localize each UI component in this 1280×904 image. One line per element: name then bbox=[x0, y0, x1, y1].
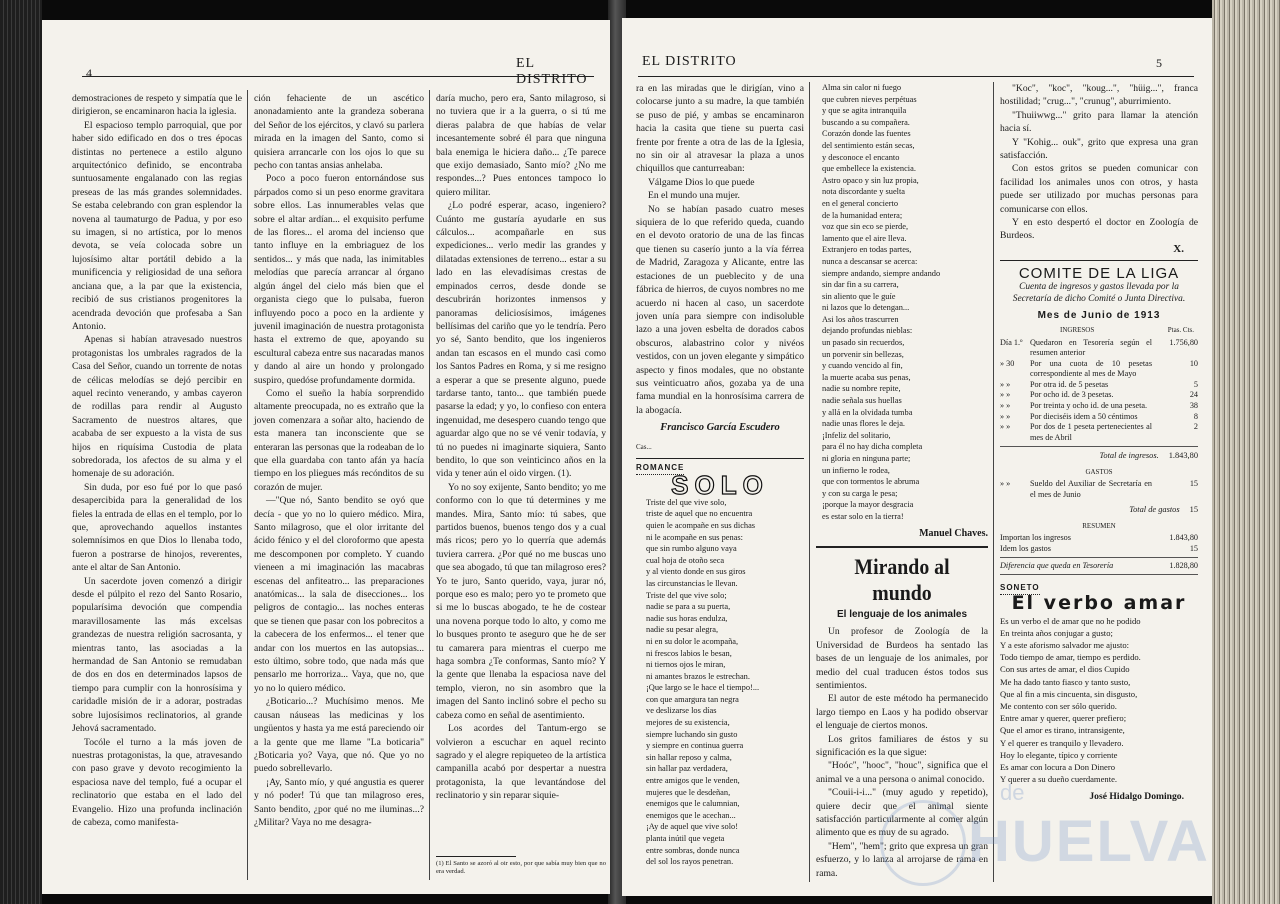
diferencia-label: Diferencia que queda en Tesorería bbox=[1000, 561, 1114, 571]
poem-line: planta inútil que vegeta bbox=[646, 834, 725, 843]
article-paragraph: Y "Kohig... ouk", grito que expresa una gran satisfacción. bbox=[1000, 136, 1198, 162]
footnote: (1) El Santo se azoró al oir esto, por que sabía muy bien que no era verdad. bbox=[436, 860, 606, 876]
poem-line: entre sombras, donde nunca bbox=[646, 845, 740, 855]
poem-line: del sol los rayos penetran. bbox=[646, 857, 734, 867]
book-edge-right bbox=[1212, 0, 1280, 904]
article-paragraph: En el mundo una mujer. bbox=[648, 190, 740, 202]
account-desc: Quedaron en Tesorería según el resumen anterior bbox=[1030, 337, 1152, 358]
account-amount: 38 bbox=[1189, 401, 1198, 411]
article-paragraph: "Koc", "koc", "koug...", "hüig...", franca hostilidad; "crug...", "crunug", aburrimiento. bbox=[1000, 83, 1198, 108]
article-paragraph: "Hoóc", "hooc", "houc", significa que el animal ve a una persona o animal conocido. bbox=[816, 760, 988, 785]
poem-line: Me ha dado tanto fiasco y tanto susto, bbox=[1000, 676, 1131, 687]
account-amount: 1.843,80 bbox=[1169, 533, 1198, 543]
poem-line: un porvenir sin bellezas, bbox=[822, 349, 904, 359]
poem-line: ni en su dolor le acompaña, bbox=[646, 636, 739, 646]
poem-line: un pasado sin recuerdos, bbox=[822, 338, 905, 348]
column-divider bbox=[809, 82, 810, 882]
account-day: » » bbox=[1000, 422, 1011, 432]
account-row bbox=[1000, 412, 1198, 423]
article-paragraph: daría mucho, pero era, Santo milagroso, si no tuviera que ir a la guerra, o si tú me dieras palabra de que habías de velar incesantemente sobré él para que ninguna bala enemiga le hiciera daño... ¿Te parece que exijo demasiado, Santo mío? ¿No me respondes...? Pues entonces tampoco lo quiero militar. bbox=[436, 93, 606, 198]
soneto-poem bbox=[1000, 615, 1198, 786]
total-gastos-label: Total de gastos bbox=[1129, 505, 1180, 515]
account-day: » » bbox=[1000, 479, 1011, 489]
soneto-title: El verbo amar bbox=[1011, 592, 1187, 615]
account-row bbox=[1000, 533, 1198, 544]
poem-line: buscando a su compañera. bbox=[822, 117, 910, 127]
account-day: Día 1.º bbox=[1000, 337, 1023, 347]
poem-line: ni lazos que lo detengan... bbox=[822, 303, 910, 313]
poem-line: Con sus artes de amar, el dios Cupido bbox=[1000, 664, 1130, 675]
running-header-left: EL DISTRITO bbox=[516, 56, 588, 87]
left-column-2 bbox=[254, 92, 424, 829]
total-gastos: 15 bbox=[1189, 505, 1198, 515]
solo-poem bbox=[636, 497, 804, 868]
solo-title: SOLO bbox=[671, 470, 769, 501]
section-rule bbox=[816, 546, 988, 548]
resumen-label: RESUMEN bbox=[1082, 521, 1116, 530]
gastos-label: GASTOS bbox=[1085, 467, 1113, 476]
poem-line: nunca a descansar se acerca: bbox=[822, 256, 918, 266]
poem-line: ni frescos labios le besan, bbox=[646, 648, 732, 658]
poem-line: Astro opaco y sin luz propia, bbox=[822, 175, 919, 185]
poem-line: ¡Ay de aquel que vive solo! bbox=[646, 822, 739, 832]
poem-line: Asi los años trascurren bbox=[822, 314, 899, 324]
poem-line: entre amigos que le venden, bbox=[646, 776, 740, 786]
poem-line: quien le acompañe en sus dichas bbox=[646, 520, 756, 530]
poem-line: Extranjero en todas partes, bbox=[822, 245, 912, 255]
account-amount: 10 bbox=[1189, 358, 1198, 368]
mirando-title: Mirando al mundo bbox=[854, 553, 950, 605]
total-ingresos-label: Total de ingresos. bbox=[1099, 451, 1159, 461]
x-signature: X. bbox=[1173, 242, 1184, 255]
article-paragraph: ción fehaciente de un ascético anonadamiento ante la grandeza soberana del Señor de los ejércitos, y clavó su parlera mirada en la imagen del Santo, como si quisiera arrancarle con los ojos lo que su pecho con tantas ansias anhelaba. bbox=[254, 93, 424, 172]
account-desc: Importan los ingresos bbox=[1000, 533, 1071, 543]
comite-month: Mes de Junio de 1913 bbox=[1037, 309, 1161, 321]
poem-line: Hoy lo elegante, típico y corriente bbox=[1000, 749, 1118, 760]
right-column-1 bbox=[636, 82, 804, 868]
account-row bbox=[1000, 380, 1198, 391]
poem-line: que embellece la existencia. bbox=[822, 164, 916, 174]
article-paragraph: ¿Lo podré esperar, acaso, ingeniero? Cuánto me gustaría ayudarle en sus cálculos... acompañarle en sus expediciones... verlo medir las grandes y dilatadas extensiones de terreno... estar a su lado en las elevadísimas crestas de empinados cerros, desde donde se descubrirán horizontes inmensos y panoramas deliciosísimos, imágenes bellísimas del cariño que yo le tendría. Pero yo sé, Santo bendito, que los ingenieros andan tan escasos en el mundo casi como los Santos Padres en Roma, y si me resigno a esperar a que se presente alguno, puede tardarse tanto, tanto... que también puede pasarse la edad; y yo, lo confieso con entera ingenuidad, me desespero cuando tengo que aguardar algo que no se vé venir todavía, y tú no puedes ni imaginarte siquiera, Santo bendito, lo que son veinticinco años en la vida y tener aún el oido virgen. (1). bbox=[436, 200, 606, 480]
total-ingresos: 1.843,80 bbox=[1168, 451, 1198, 461]
poem-line: En treinta años conjugar a gusto; bbox=[1000, 627, 1113, 638]
poem-line: la muerte acaba sus penas, bbox=[822, 372, 911, 382]
poem-line: Todo tiempo de amar, tiempo es perdido. bbox=[1000, 652, 1141, 663]
poem-line: que con tormentos le abruma bbox=[822, 477, 920, 487]
left-page bbox=[42, 20, 610, 894]
poem-line: con que amargura tan negra bbox=[646, 694, 739, 704]
page-number-right: 5 bbox=[1156, 56, 1162, 70]
poem-line: sin hallar paz verdadera, bbox=[646, 764, 728, 774]
poem-line: de la humanidad entera; bbox=[822, 210, 903, 220]
poem-line: Es un verbo el de amar que no he podido bbox=[1000, 615, 1141, 626]
poem-line: triste de aquel que no encuentra bbox=[646, 509, 753, 519]
account-row bbox=[1000, 359, 1198, 380]
author-signature: Francisco García Escudero bbox=[660, 422, 780, 434]
poem-line: sin dar fin a su carrera, bbox=[822, 280, 899, 290]
solo-poem-continued bbox=[816, 82, 988, 523]
poem-line: nadie su pesar alegra, bbox=[646, 625, 719, 635]
poem-line: las circunstancias le llevan. bbox=[646, 578, 738, 588]
poem-line: Triste del que vive solo, bbox=[646, 497, 727, 507]
poem-line: nadie sus horas endulza, bbox=[646, 613, 728, 623]
account-desc: Por ocho id. de 3 pesetas. bbox=[1030, 390, 1114, 400]
column-divider bbox=[429, 90, 430, 880]
watermark-sub: de bbox=[1000, 780, 1025, 805]
poem-line: Que al fin a mis cincuenta, sin disgusto, bbox=[1000, 688, 1138, 699]
poem-line: que cubren nieves perpétuas bbox=[822, 94, 917, 104]
account-day: » » bbox=[1000, 411, 1011, 421]
romance-label: ROMANCE bbox=[636, 461, 684, 475]
ingresos-label: INGRESOS bbox=[1060, 326, 1095, 335]
poem-line: Me contento con ser sólo querido. bbox=[1000, 701, 1117, 712]
article-paragraph: ¡Ay, Santo mío, y qué angustia es querer y nó poder! Tú que tan milagroso eres, Santo bendito, ¿por qué no me iluminas...? ¿Militar? Vaya no me desagra- bbox=[254, 776, 424, 828]
account-row bbox=[1000, 479, 1198, 500]
right-column-3 bbox=[1000, 82, 1198, 803]
account-amount: 15 bbox=[1189, 479, 1198, 489]
article-paragraph: "Hem", "hem"; grito que expresa un gran esfuerzo, y lo lanza al arrojarse de rama en rama. bbox=[816, 840, 988, 879]
poem-line: y siempre en continua guerra bbox=[646, 741, 744, 751]
currency-label: Ptas. Cts. bbox=[1167, 326, 1194, 335]
article-paragraph: Válgame Dios lo que puede bbox=[648, 176, 755, 188]
left-column-1 bbox=[72, 92, 242, 829]
poem-line: Y a este aforismo salvador me ajusto: bbox=[1000, 640, 1130, 651]
archive-watermark: HUELVA bbox=[968, 809, 1210, 874]
poem-line: Y el querer es tranquilo y llevadero. bbox=[1000, 737, 1124, 748]
account-row bbox=[1000, 401, 1198, 412]
account-amount: 5 bbox=[1193, 379, 1198, 389]
section-rule bbox=[1000, 260, 1198, 261]
poem-line: sin hallar reposo y calma, bbox=[646, 752, 732, 762]
poem-line: enemigos que le calumnian, bbox=[646, 799, 740, 809]
ingresos-table bbox=[1000, 338, 1198, 444]
gastos-table bbox=[1000, 479, 1198, 500]
poem-line: ¡Que largo se le hace el tiempo!... bbox=[646, 683, 760, 693]
account-row bbox=[1000, 422, 1198, 443]
poem-line: mujeres que le desdeñan, bbox=[646, 787, 731, 797]
account-amount: 8 bbox=[1193, 411, 1198, 421]
account-desc: Por treinta y ocho id. de una peseta. bbox=[1030, 401, 1148, 411]
account-desc: Por dieciséis idem a 50 céntimos bbox=[1030, 411, 1138, 421]
poem-line: lamento que el aire lleva. bbox=[822, 233, 907, 243]
resumen-table bbox=[1000, 533, 1198, 554]
poem-line: es estar solo en la tierra! bbox=[822, 511, 904, 521]
article-paragraph: ra en las miradas que le dirigían, vino a colocarse junto a su madre, la que también se puso de pié, y ambas se encaminaron hacia la casita que tiene su puerta casi frente por frente a otra de las de la Iglesia, no sin oir al atravesar la plaza a unos chiquillos que canturreaban: bbox=[636, 83, 804, 175]
poem-line: ve deslizarse los días bbox=[646, 706, 717, 716]
article-paragraph: Un sacerdote joven comenzó a dirigir desde el púlpito el rezo del Santo Rosario, popularísima devoción que compendia maravillosamente las más excelsas grandezas de nuestra religión sacrosanta, y mientras tanto, las asociadas a la hermandad de San Antonio se remudaban de dos en dos en determinados lapsos de tiempo para cumplir con la honrosísima y caridadle misión de ir a adorar, postradas sobre lujosísimos reclinatorios, al grande Jehová sacramentado. bbox=[72, 575, 242, 735]
poem-line: ni gloria en ninguna parte; bbox=[822, 454, 911, 463]
poem-line: nadie señala sus huellas bbox=[822, 396, 902, 406]
poem-line: dejando profundas nieblas: bbox=[822, 326, 913, 336]
poem-signature: Manuel Chaves. bbox=[919, 527, 988, 539]
poem-line: ¡Infeliz del solitario, bbox=[822, 430, 891, 440]
article-paragraph: Un profesor de Zoología de la Universidad de Burdeos ha sentado las bases de un lenguaje de los animales, por medio del cual traducen éstos todos sus sentimientos. bbox=[816, 626, 988, 691]
poem-line: para él no hay dicha completa bbox=[822, 442, 923, 452]
mirando-subtitle: El lenguaje de los animales bbox=[836, 608, 968, 620]
article-paragraph: El autor de este método ha permanecido largo tiempo en Laos y ha podido observar el lenguaje de ciertos monos. bbox=[816, 693, 988, 732]
poem-line: mejores de su existencia, bbox=[646, 718, 730, 728]
account-amount: 2 bbox=[1193, 422, 1198, 432]
account-row bbox=[1000, 338, 1198, 359]
account-day: » » bbox=[1000, 390, 1011, 400]
right-page bbox=[622, 18, 1212, 896]
poem-line: sin aliento que le guíe bbox=[822, 291, 896, 301]
poem-line: nadie se para a su puerta, bbox=[646, 602, 731, 612]
account-amount: 15 bbox=[1189, 543, 1198, 553]
poem-line: y desconoce el encanto bbox=[822, 152, 900, 162]
header-rule-left bbox=[82, 76, 594, 77]
poem-line: nadie su nombre repite, bbox=[822, 384, 901, 394]
poem-line: voz que sin eco se pierde, bbox=[822, 222, 909, 232]
archive-seal-icon bbox=[880, 800, 966, 886]
article-paragraph: ¿Boticario...? Muchísimo menos. Me causan náuseas las medicinas y los ungüentos y hasta ya me está pareciendo oir a la gente que me llame "La boticaria" ¿Boticaria yo? Vaya, que nó. Que yo no puedo sobrellevarlo. bbox=[254, 696, 424, 775]
left-column-3 bbox=[436, 92, 606, 803]
article-paragraph: demostraciones de respeto y simpatía que le dirigieron, se encaminaron hacia la iglesia. bbox=[72, 93, 242, 118]
poem-line: nota discordante y suelta bbox=[822, 187, 906, 197]
poem-line: del sentimiento están secas, bbox=[822, 140, 915, 150]
poem-line: ¡porque la mayor desgracia bbox=[822, 500, 914, 510]
running-header-right: EL DISTRITO bbox=[642, 54, 737, 69]
place-label: Cas... bbox=[636, 442, 652, 451]
article-paragraph: Los gritos familiares de éstos y su significación es la que sigue: bbox=[816, 733, 988, 759]
article-paragraph: Yo no soy exijente, Santo bendito; yo me conformo con lo que tú determines y me mandes. Mira, Santo mío: tú sabes, que partidos buenos, buenos tengo dos y a cual más ricos; pero yo lo querría que además tuviera carrera. ¿Por qué no me buscas uno que sea abogado, tú que tan milagroso eres? Yo te juro, Santo querido, vaya, jurar nó, porque eso es malo; pero yo te prometo que si me lo buscas abogado, te he de costear una novena porque todo lo alto, y como me lo busques pronto te aseguro que he de ser tu camarera para mientras el cuerpo me haga sombra ¿Te conformas, Santo mío? Y la gente que llenaba la espaciosa nave del templo, vieron, no sin asombro que la imagen del Santo inclinó sobre el pecho su cabeza como en señal de asentimiento. bbox=[436, 481, 606, 721]
poem-line: y allá en la olvidada tumba bbox=[822, 407, 913, 417]
article-paragraph: "Thuiiwwg..." grito para llamar la atención hacia sí. bbox=[1000, 109, 1198, 135]
account-row bbox=[1000, 390, 1198, 401]
comite-subtitle: Cuenta de ingresos y gastos llevada por la Secretaría de dicho Comité o Junta Directiva. bbox=[1012, 281, 1186, 304]
header-rule-right bbox=[638, 76, 1194, 77]
article-paragraph: —"Que nó, Santo bendito se oyó que decía - que yo no lo quiero médico. Mira, Santo milagroso, que el olor irritante del ácido fénico y el del cloroformo que apesta me descomponen por completo. Y cuando vieneen a mi imaginación las macabras escenas del anfiteatro... las preparaciones anatómicas... la sala de disecciones... los peligros de contagio... las noches enteras que se tienen que pasar con los pobrecitos a la cabecera de los enfermos... el tener que andar con los muertos en las autopsias... esto último, sobre todo, que nada más que pensarlo me horroriza... Vaya, que no, que yo no lo quiero médico. bbox=[254, 495, 424, 694]
article-paragraph: Poco a poco fueron entornándose sus párpados como si un peso enorme gravitara sobre ellos. Las innumerables velas que sobre el altar ardían... el exquisito perfume de las flores... el aroma del incienso que tanto influye en la embriaguez de los sentidos... y más que nada, las inimitables melodías que parecía arrancar al órgano algún ángel del cielo más bien que el organista ciego que lo pulsaba, fueron influyendo poco a poco en la ardiente y juvenil imaginación de nuestra protagonista hasta el extremo de que, apoyando su escultural cabeza entre sus nacaradas manos y dando al aire un hondo y prolongado suspiro, quedóse profundamente dormida. bbox=[254, 173, 424, 386]
poem-line: Es amar con locura a Don Dinero bbox=[1000, 762, 1116, 773]
account-day: » » bbox=[1000, 401, 1011, 411]
poem-line: un infierno le rodea, bbox=[822, 465, 890, 475]
page-number-left: 4 bbox=[86, 66, 92, 80]
poem-line: ni le acompañe en sus penas: bbox=[646, 532, 743, 542]
column-divider bbox=[247, 90, 248, 880]
account-desc: Sueldo del Auxiliar de Secretaría en el mes de Junio bbox=[1030, 479, 1152, 499]
account-day: » » bbox=[1000, 379, 1011, 389]
poem-line: Alma sin calor ni fuego bbox=[822, 83, 902, 92]
account-desc: Por una cuota de 10 pesetas correspondiente al mes de Mayo bbox=[1030, 358, 1152, 379]
account-desc: Por otra id. de 5 pesetas bbox=[1030, 379, 1109, 389]
article-paragraph: El espacioso templo parroquial, que por haber sido edificado en dos o tres épocas distintas no pertenece a estilo alguno arquitectónico definido, se encontraba suntuosamente engalanado con las regias preseas de las más grandes solemnidades. Se estaba celebrando con gran esplendor la novena al taumaturgo de Padua, y por eso su imagen, si no artística, por lo menos devota, se veía colocada sobre un lujosísimo altar portátil debido a la munificencia y religiosidad de una señora anciana que, a la par que la existencia, recibió de sus cristianos progenitores la acendrada devoción que profesaba a San Antonio. bbox=[72, 119, 242, 332]
poem-line: Y querer a su dueño cuerdamente. bbox=[1000, 774, 1118, 785]
article-paragraph: "Couii-i-i..." (muy agudo y repetido), quiere decir que el animal siente satisfacción particularmente al comer algún alimento que es muy de su agrado. bbox=[816, 787, 988, 839]
poem-line: y cuando vencido al fin, bbox=[822, 361, 903, 371]
poem-line: nadie unas flores le deja. bbox=[822, 419, 906, 429]
poem-line: Triste del que vive solo; bbox=[646, 590, 727, 600]
poem-line: siempre luchando sin gusto bbox=[646, 729, 738, 739]
poem-line: enemigos que le acechan... bbox=[646, 810, 736, 820]
article-paragraph: Sin duda, por eso fué por lo que pasó desapercibida para la generalidad de los fieles la entrada de ellas en el templo, por lo que, aprovechando aquellos instantes solemnísimos en que Dios lo llenaba todo, fueron a postrarse de hinojos, reverentes, ante el altar de San Antonio. bbox=[72, 481, 242, 574]
poem-line: Que el amor es tirano, intransigente, bbox=[1000, 725, 1125, 736]
account-day: » 30 bbox=[1000, 358, 1015, 368]
account-desc: Por dos de 1 peseta pertenecientes al mes de Abril bbox=[1030, 422, 1152, 442]
account-desc: Idem los gastos bbox=[1000, 543, 1051, 553]
article-paragraph: Y en esto despertó el doctor en Zoología de Burdeos. bbox=[1000, 217, 1198, 242]
section-rule bbox=[636, 458, 804, 459]
soneto-signature: José Hidalgo Domingo. bbox=[1089, 790, 1184, 802]
account-row bbox=[1000, 544, 1198, 555]
poem-line: cual hoja de otoño seca bbox=[646, 555, 725, 565]
article-paragraph: No se habían pasado cuatro meses siquiera de lo que referido queda, cuando en el devoto oratorio de una de las fincas que tienen su caserío junto a la vía férrea de Madrid, Zaragoza y Alicante, entre las estaciones de un pueblecito y de una fábrica de hierros, de cuyos nombres no me acuerdo ni hacen al caso, un sacerdote joven unía para siempre con indisoluble lazo a una joven esbelta de dorados cabos obscuros, alabastrino color y nivéos vestidos, con un joven elegante y simpático aspecto y finos modales, que no obstante sus veinticuatro años, gozaba ya de una fama mundial en la honrosísima carrera de la abogacía. bbox=[636, 203, 804, 416]
poem-line: en el general concierto bbox=[822, 198, 899, 208]
article-paragraph: Tocóle el turno a la más joven de nuestras protagonistas, la que, atravesando con paso grave y devoto recogimiento la espaciosa nave del templo, fué a ocupar el reclinatorio que estaba en el lado del Evangelio. Hizo una profunda inclinación de cabeza, como manifesta- bbox=[72, 736, 242, 828]
comite-title: COMITE DE LA LIGA bbox=[1018, 265, 1180, 283]
poem-line: y con su carga le pesa; bbox=[822, 488, 898, 498]
account-amount: 24 bbox=[1189, 390, 1198, 400]
column-divider bbox=[993, 82, 994, 882]
poem-line: ni amantes brazos le estrechan. bbox=[646, 671, 750, 681]
article-paragraph: Con estos gritos se pueden comunicar con facilidad los animales unos con otros, y hasta puede ser utilizado por muchas personas para comunicarse con ellos. bbox=[1000, 163, 1198, 215]
article-paragraph: Apenas si habían atravesado nuestros protagonistas los umbrales ragrados de la Casa del Señor, cuando un torrente de notas de célicas melodías se dejó percibir en aquel recinto venerando, y ambas cayeron de rodillas para rendir al Augusto Sacramento de nuestros altares, que acababa de ser expuesto a la vista de sus hijos en riquísima Custodia de plata sobredorada, los afectos de su alma y el homenaje de su adoración. bbox=[72, 334, 242, 480]
book-edge-left bbox=[0, 0, 42, 904]
right-column-2 bbox=[816, 82, 988, 880]
poem-line: siempre andando, siempre andando bbox=[822, 268, 941, 278]
poem-line: que sin rumbo alguno vaya bbox=[646, 544, 737, 554]
soneto-label: SONETO bbox=[1000, 581, 1040, 595]
footnote-rule bbox=[436, 856, 516, 857]
poem-line: y al viento donde en sus giros bbox=[646, 567, 746, 577]
account-amount: 1.756,80 bbox=[1169, 337, 1198, 347]
poem-line: y que se agita intranquila bbox=[822, 106, 907, 116]
poem-line: Entre amar y querer, querer prefiero; bbox=[1000, 713, 1127, 724]
article-paragraph: Los acordes del Tantum-ergo se volvieron a escuchar en aquel recinto sagrado y el alegre repiqueteo de la artística campanilla acabó por despertar a nuestra protagonista, la que levantándose del reclinatorio y sin reparar siquie- bbox=[436, 723, 606, 802]
poem-line: ni tiernos ojos le miran, bbox=[646, 660, 726, 670]
diferencia: 1.828,80 bbox=[1169, 561, 1198, 571]
poem-line: Corazón donde las fuentes bbox=[822, 129, 911, 139]
article-paragraph: Como el sueño la había sorprendido altamente preocupada, no es extraño que la joven comenzara a soñar alto, haciendo de esta manera tan inconsciente que se enteraran las personas que la rodeaban de lo que ella guardaba con tanto afán ya hacía tiempo en los pliegues más recónditos de su corazón de mujer. bbox=[254, 387, 424, 493]
